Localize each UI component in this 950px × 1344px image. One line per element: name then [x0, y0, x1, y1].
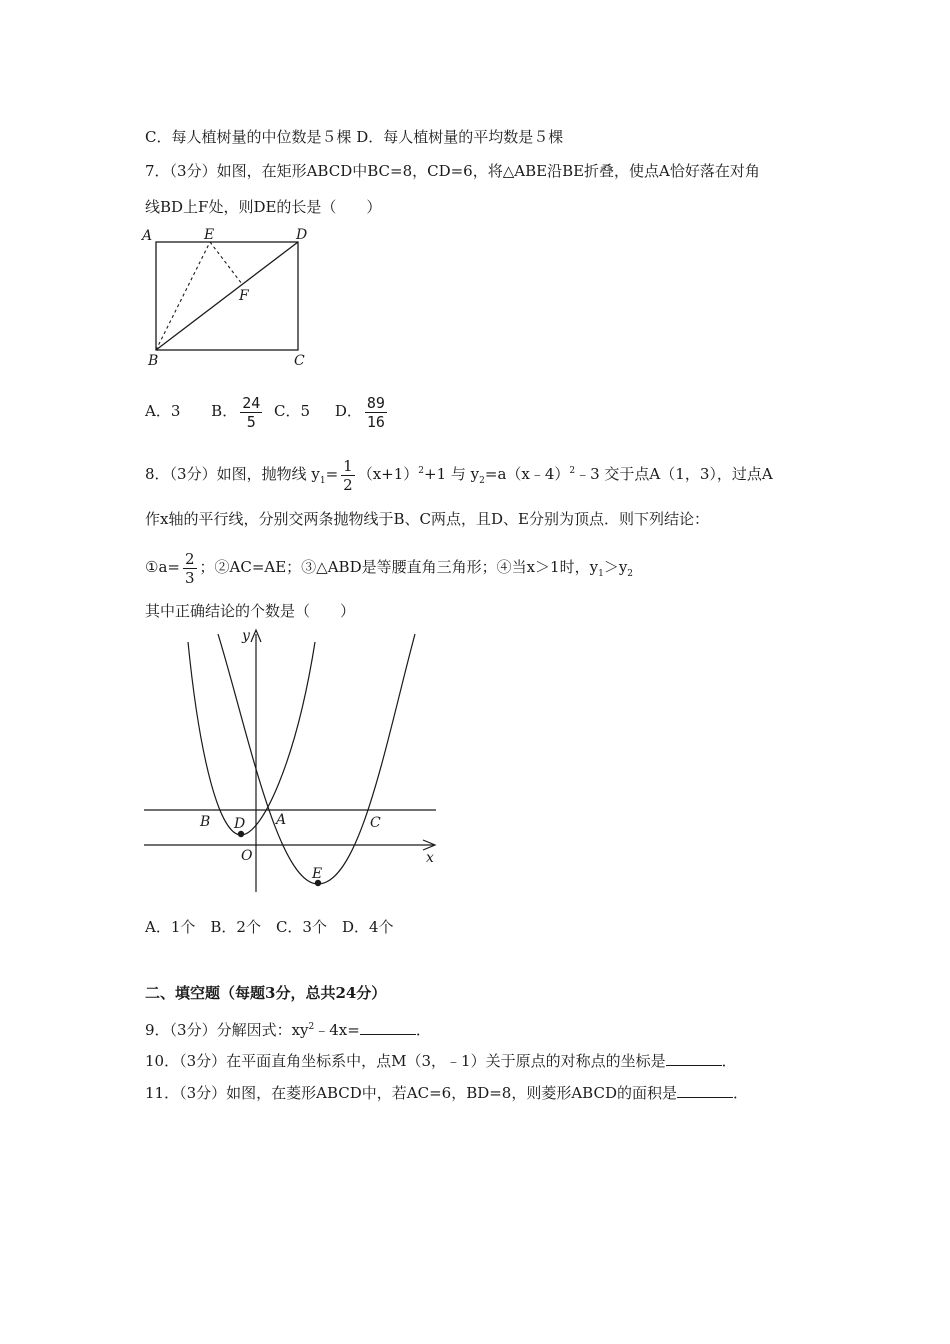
q8-question: 其中正确结论的个数是（ ）: [145, 602, 356, 620]
q8-sub2: 2: [479, 476, 485, 486]
q8-part3: +1 与 y: [424, 465, 480, 483]
q8-stem-prefix: 8．（3分）如图，抛物线 y: [145, 465, 320, 483]
q8-c1-den: 3: [184, 568, 195, 587]
q8-sup2: 2: [418, 466, 425, 476]
q8-stem-line1: [145, 450, 773, 502]
q8-c1-rest: ；②AC=AE；③△ABD是等腰直角三角形；④当x＞1时，y: [199, 558, 599, 576]
q8-conclusions: [145, 546, 633, 595]
q9-prefix: 9．（3分）分解因式：xy: [145, 1021, 309, 1039]
q7-option-b-prefix: B．: [211, 402, 238, 420]
q7-option-b-num: 24: [242, 393, 261, 412]
q10-text: 10．（3分）在平面直角坐标系中，点M（3，﹣1）关于原点的对称点的坐标是: [145, 1052, 666, 1070]
q8-label-y: y: [242, 628, 250, 644]
q8-fraction-half: [341, 457, 355, 494]
q7-dashed-ef: [210, 242, 242, 284]
q10: [145, 1050, 737, 1072]
section2-title: 二、填空题（每题3分，总共24分）: [145, 984, 387, 1002]
q8-sup2b: 2: [569, 466, 576, 476]
q10-answer-blank[interactable]: [666, 1051, 722, 1066]
q8-stem-line2: 作x轴的平行线，分别交两条抛物线于B、C两点，且D、E分别为顶点．则下列结论：: [145, 510, 709, 528]
q8-label-x: x: [426, 850, 434, 866]
q11: [145, 1082, 748, 1104]
q11-text: 11．（3分）如图，在菱形ABCD中，若AC=6，BD=8，则菱形ABCD的面积是: [145, 1084, 677, 1102]
q6-options-cd: C．每人植树量的中位数是５棵 D．每人植树量的平均数是５棵: [145, 128, 564, 146]
q8-label-a: A: [276, 812, 287, 828]
q7-diagonal-bd: [156, 242, 298, 350]
q8-parabola-y1: [188, 642, 315, 835]
q7-options: [145, 390, 390, 432]
q8-options: A．1个 B．2个 C．3个 D．4个: [145, 918, 394, 936]
q7-dashed-be: [156, 242, 210, 350]
q8-c1-sub1: 1: [598, 569, 604, 579]
q8-part4: =a（x﹣4）: [484, 465, 570, 483]
q9: [145, 1016, 431, 1041]
q8-frac-den: 2: [343, 475, 353, 494]
q7-label-f: F: [239, 288, 249, 304]
q7-rectangle-figure: [138, 222, 318, 372]
q8-label-o: O: [241, 848, 253, 864]
q8-parabola-y2: [218, 634, 415, 884]
q8-parabola-figure: [138, 622, 448, 897]
q9-end: ．: [415, 1021, 431, 1039]
q7-option-b-fraction: [240, 394, 262, 431]
q7-stem-line1: 7．（3分）如图，在矩形ABCD中BC=8，CD=6，将△ABE沿BE折叠，使点A恰好落在对角: [145, 162, 760, 180]
q9-answer-blank[interactable]: [360, 1020, 416, 1035]
q7-stem-line2: 线BD上F处，则DE的长是（ ）: [145, 198, 382, 216]
q8-label-d: D: [234, 816, 246, 832]
q11-answer-blank[interactable]: [677, 1083, 733, 1098]
q7-option-d-prefix: D．: [334, 402, 362, 420]
q8-c1-fraction: [183, 550, 197, 587]
q11-end: ．: [733, 1084, 749, 1102]
q8-c1-sub2: 2: [627, 569, 634, 579]
q8-eq: =: [325, 465, 339, 483]
q8-part2: （x+1）: [357, 465, 419, 483]
q8-frac-num: 1: [343, 456, 353, 475]
q9-rest: ﹣4x=: [314, 1021, 360, 1039]
q7-option-d-den: 16: [366, 412, 385, 431]
q8-sub1: 1: [319, 476, 326, 486]
q8-part5: ﹣3 交于点A（1，3），过点A: [575, 465, 773, 483]
q7-label-c: C: [294, 353, 305, 369]
q7-label-e: E: [204, 227, 215, 243]
q8-c1-gt: ＞y: [603, 558, 628, 576]
q10-end: ．: [721, 1052, 737, 1070]
q7-option-a: A．3: [145, 402, 181, 420]
q7-label-b: B: [148, 353, 159, 369]
q8-label-e: E: [312, 866, 323, 882]
q7-option-c: C．5: [274, 402, 311, 420]
q8-c1-num: 2: [184, 549, 195, 568]
q7-option-d-fraction: [365, 394, 387, 431]
q9-sup: 2: [308, 1022, 315, 1032]
q7-option-b-den: 5: [246, 412, 256, 431]
q8-label-c: C: [370, 815, 381, 831]
q7-label-d: D: [296, 227, 308, 243]
q8-c1-prefix: ①a=: [145, 558, 180, 576]
q7-option-d-num: 89: [366, 393, 385, 412]
q7-label-a: A: [142, 228, 153, 244]
q8-label-b: B: [200, 814, 211, 830]
